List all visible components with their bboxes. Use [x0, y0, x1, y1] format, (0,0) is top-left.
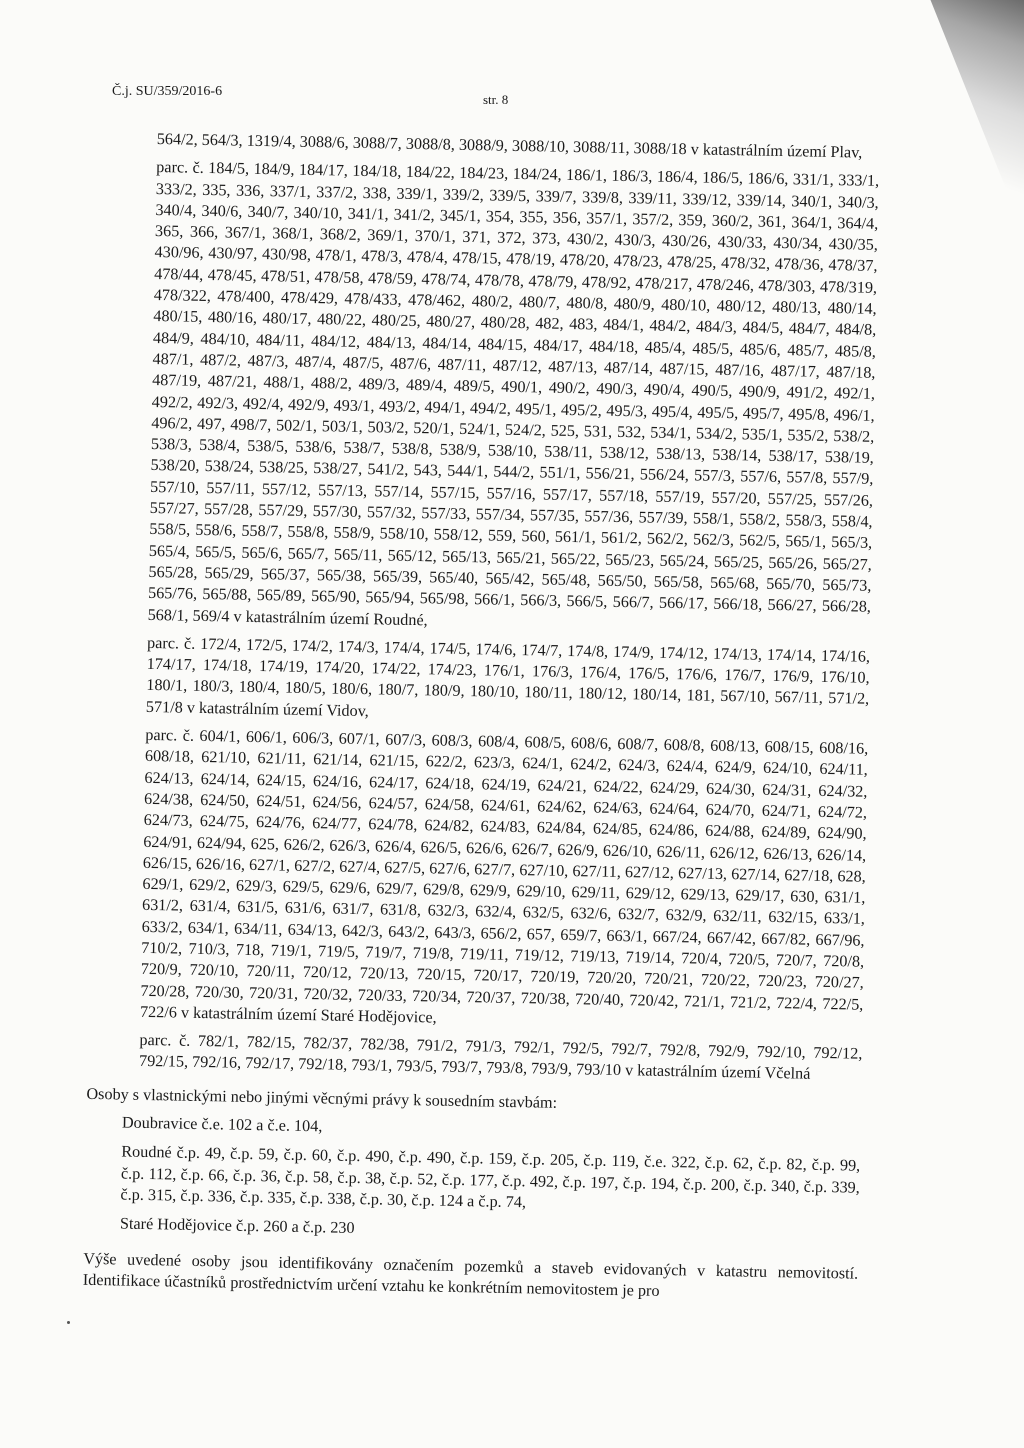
parcel-list-vcelna: parc. č. 782/1, 782/15, 782/37, 782/38, 791/2, 791/3, 792/1, 792/5, 792/7, 792/8, 792/9, 792/10, 792/12, 792/15, 792/16, 792/17, 792/18, 793/1, 793/5, 793/7, 793/8, 793/9, 793/10 v katastrálním území Včelná [138, 1031, 863, 1084]
neighbours-item-stare-hodejovice: Staré Hodějovice č.p. 260 a č.p. 230 [119, 1214, 355, 1238]
closing-paragraph: Výše uvedené osoby jsou identifikovány označením pozemků a staveb evidovaných v katastru nemovitostí. Identifikace účastníků prostřednictvím určení vztahu ke konkrétním nemovitostem je pro [82, 1249, 859, 1300]
parcel-list-vidov: parc. č. 172/4, 172/5, 174/2, 174/3, 174/4, 174/5, 174/6, 174/7, 174/8, 174/9, 174/12, 174/13, 174/14, 174/16, 174/17, 174/18, 174/19, 174/20, 174/22, 174/23, 176/1, 176/3, 176/4, 176/5, 176/6, 176/7, 176/9, 176/10, 180/1, 180/3, 180/4, 180/5, 180/6, 180/7, 180/9, 180/10, 180/11, 180/12, 180/14, 181, 567/10, 567/11, 571/2, 571/8 v katastrálním území Vidov, [145, 633, 871, 720]
neighbours-item-doubravice: Doubravice č.e. 102 a č.e. 104, [121, 1113, 323, 1136]
scan-shadow [914, 0, 1024, 220]
neighbours-heading: Osoby s vlastnickými nebo jinými věcnými právy k sousedním stavbám: [86, 1084, 558, 1112]
reference-number: Č.j. SU/359/2016-6 [112, 84, 223, 99]
parcel-list-stare-hodejovice: parc. č. 604/1, 606/1, 606/3, 607/1, 607/3, 608/3, 608/4, 608/5, 608/6, 608/7, 608/8, 608/13, 608/15, 608/16, 608/18, 621/10, 621/11, 621/14, 621/15, 622/2, 623/3, 624/1, 624/2, 624/3, 624/4, 624/9, 624/10, 624/11, 624/13, 624/14, 624/15, 624/16, 624/17, 624/18, 624/19, 624/21, 624/22, 624/29, 624/30, 624/31, 624/32, 624/38, 624/50, 624/51, 624/56, 624/57, 624/58, 624/61, 624/62, 624/63, 624/64, 624/70, 624/71, 624/72, 624/73, 624/75, 624/76, 624/77, 624/78, 624/82, 624/83, 624/84, 624/85, 624/86, 624/88, 624/89, 624/90, 624/91, 624/94, 625, 626/2, 626/3, 626/4, 626/5, 626/6, 626/7, 626/9, 626/10, 626/11, 626/12, 626/13, 626/14, 626/15, 626/16, 627/1, 627/2, 627/4, 627/5, 627/6, 627/7, 627/10, 627/11, 627/12, 627/13, 627/14, 627/18, 628, 629/1, 629/2, 629/3, 629/5, 629/6, 629/7, 629/8, 629/9, 629/10, 629/11, 629/12, 629/13, 629/17, 630, 631/1, 631/2, 631/4, 631/5, 631/6, 631/7, 631/8, 632/3, 632/4, 632/5, 632/6, 632/7, 632/9, 632/11, 632/15, 633/1, 633/2, 634/1, 634/11, 634/13, 642/3, 643/2, 643/3, 656/2, 657, 659/7, 663/1, 667/24, 667/42, 667/82, 667/96, 710/2, 710/3, 718, 719/1, 719/5, 719/7, 719/8, 719/11, 719/12, 719/13, 719/14, 720/4, 720/5, 720/7, 720/8, 720/9, 720/10, 720/11, 720/12, 720/13, 720/15, 720/17, 720/19, 720/20, 720/21, 720/22, 720/23, 720/27, 720/28, 720/30, 720/31, 720/32, 720/33, 720/34, 720/37, 720/38, 720/40, 720/42, 721/1, 721/2, 722/4, 722/5, 722/6 v katastrálním území Staré Hodějovice, [139, 725, 869, 1027]
document-body [83, 128, 880, 1306]
parcel-list-roudne: parc. č. 184/5, 184/9, 184/17, 184/18, 184/22, 184/23, 184/24, 186/1, 186/3, 186/4, 186/5, 186/6, 331/1, 333/1, 333/2, 335, 336, 337/1, 337/2, 338, 339/1, 339/2, 339/5, 339/7, 339/8, 339/11, 339/12, 339/14, 340/1, 340/3, 340/4, 340/6, 340/7, 340/10, 341/1, 341/2, 345/1, 354, 355, 356, 357/1, 357/2, 359, 360/2, 361, 364/1, 364/4, 365, 366, 367/1, 368/1, 368/2, 369/1, 370/1, 371, 372, 373, 430/2, 430/3, 430/26, 430/33, 430/34, 430/35, 430/96, 430/97, 430/98, 478/1, 478/3, 478/4, 478/15, 478/19, 478/20, 478/23, 478/25, 478/32, 478/36, 478/37, 478/44, 478/45, 478/51, 478/58, 478/59, 478/74, 478/78, 478/79, 478/92, 478/217, 478/246, 478/303, 478/319, 478/322, 478/400, 478/429, 478/433, 478/462, 480/2, 480/7, 480/8, 480/9, 480/10, 480/12, 480/13, 480/14, 480/15, 480/16, 480/17, 480/22, 480/25, 480/27, 480/28, 482, 483, 484/1, 484/2, 484/3, 484/5, 484/7, 484/8, 484/9, 484/10, 484/11, 484/12, 484/13, 484/14, 484/15, 484/17, 484/18, 485/4, 485/5, 485/6, 485/7, 485/8, 487/1, 487/2, 487/3, 487/4, 487/5, 487/6, 487/11, 487/12, 487/13, 487/14, 487/15, 487/16, 487/17, 487/18, 487/19, 487/21, 488/1, 488/2, 489/3, 489/4, 489/5, 490/1, 490/2, 490/3, 490/4, 490/5, 490/9, 491/2, 492/1, 492/2, 492/3, 492/4, 492/9, 493/1, 493/2, 494/1, 494/2, 495/1, 495/2, 495/3, 495/4, 495/5, 495/7, 495/8, 496/1, 496/2, 497, 498/7, 502/1, 503/1, 503/2, 520/1, 524/1, 524/2, 525, 531, 532, 534/1, 534/2, 535/1, 535/2, 538/2, 538/3, 538/4, 538/5, 538/6, 538/7, 538/8, 538/9, 538/10, 538/11, 538/12, 538/13, 538/14, 538/17, 538/19, 538/20, 538/24, 538/25, 538/27, 541/2, 543, 544/1, 544/2, 551/1, 556/21, 556/24, 557/3, 557/6, 557/8, 557/9, 557/10, 557/11, 557/12, 557/13, 557/14, 557/15, 557/16, 557/17, 557/18, 557/19, 557/20, 557/25, 557/26, 557/27, 557/28, 557/29, 557/30, 557/32, 557/33, 557/34, 557/35, 557/36, 557/39, 558/1, 558/2, 558/3, 558/4, 558/5, 558/6, 558/7, 558/8, 558/9, 558/10, 558/12, 559, 560, 561/1, 561/2, 562/2, 562/3, 562/5, 565/1, 565/3, 565/4, 565/5, 565/6, 565/7, 565/11, 565/12, 565/13, 565/21, 565/22, 565/23, 565/24, 565/25, 565/26, 565/27, 565/28, 565/29, 565/37, 565/38, 565/39, 565/40, 565/42, 565/48, 565/50, 565/58, 565/68, 565/70, 565/73, 565/76, 565/88, 565/89, 565/90, 565/94, 565/98, 566/1, 566/3, 566/5, 566/7, 566/17, 566/18, 566/27, 566/28, 568/1, 569/4 v katastrálním území Roudné, [147, 158, 880, 629]
neighbours-item-roudne: Roudné č.p. 49, č.p. 59, č.p. 60, č.p. 490, č.p. 490, č.p. 159, č.p. 205, č.p. 119, č.e. 322, č.p. 62, č.p. 82, č.p. 99, č.p. 112, č.p. 66, č.p. 36, č.p. 58, č.p. 38, č.p. 52, č.p. 177, č.p. 492, č.p. 197, č.p. 194, č.p. 200, č.p. 340, č.p. 339, č.p. 315, č.p. 336, č.p. 335, č.p. 338, č.p. 30, č.p. 124 a č.p. 74, [120, 1142, 861, 1212]
page-number: str. 8 [483, 92, 509, 107]
parcel-list-plav: 564/2, 564/3, 1319/4, 3088/6, 3088/7, 3088/8, 3088/9, 3088/10, 3088/11, 3088/18 v katastrálním území Plav, [156, 129, 863, 162]
margin-dot [67, 1321, 70, 1324]
